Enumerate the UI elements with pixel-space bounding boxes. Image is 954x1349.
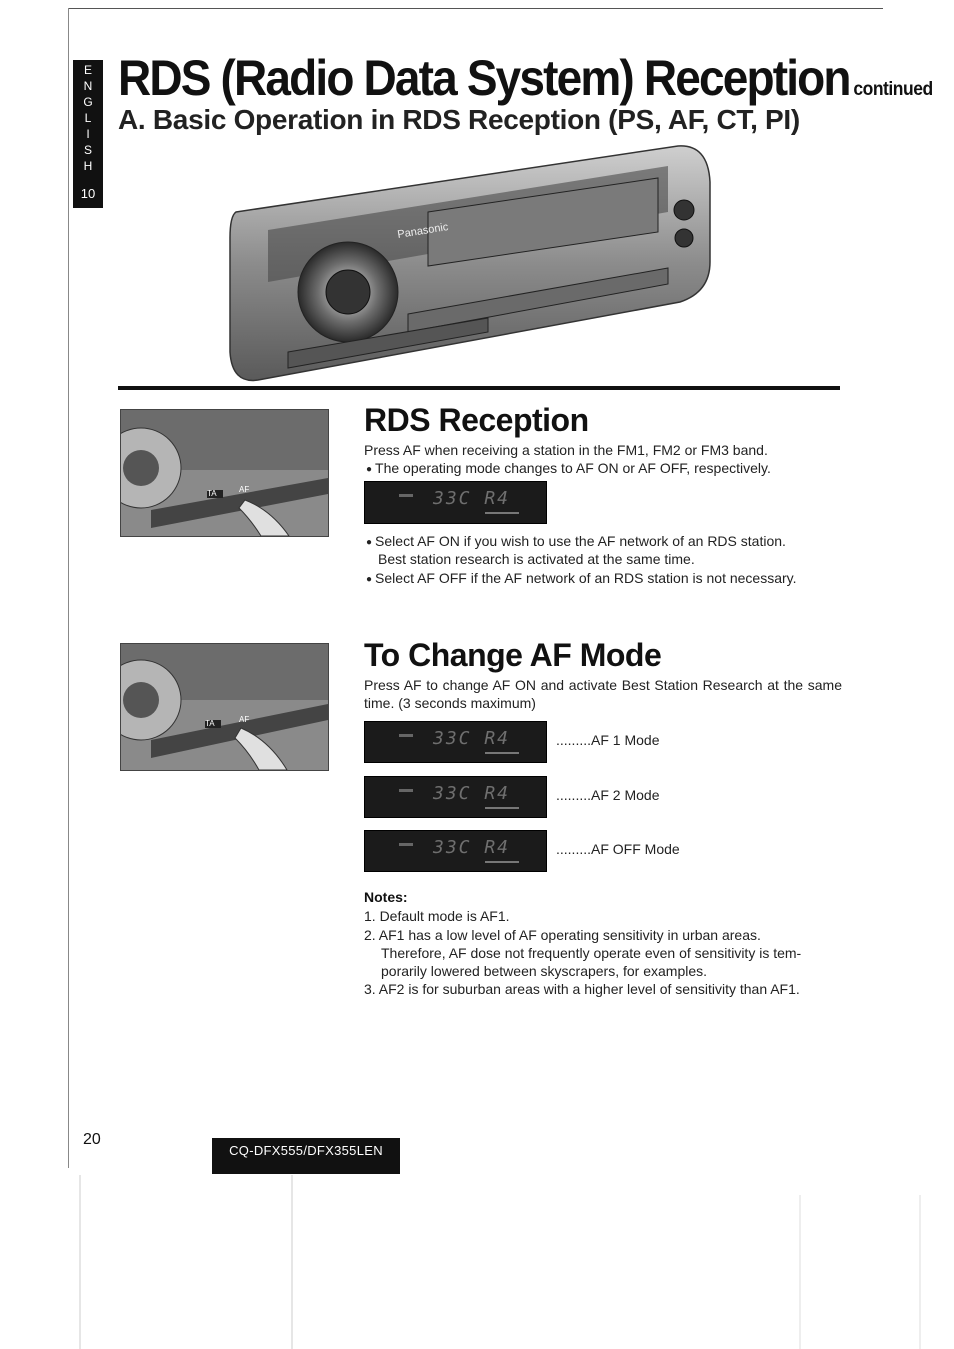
display-segments: 33C R4: [433, 837, 511, 858]
ta-button-label: TA: [207, 489, 217, 498]
page-top-rule: [68, 8, 883, 9]
af-button-label: AF: [239, 485, 250, 494]
af-off-display: [364, 830, 547, 872]
display-indicator: [399, 734, 413, 737]
car-stereo-illustration: [228, 142, 713, 384]
rds-reception-heading: RDS Reception: [364, 402, 589, 438]
continued-label: continued: [853, 79, 933, 100]
rds-bullet-af-on: ● Select AF ON if you wish to use the AF network of an RDS station.: [366, 532, 786, 553]
section-subtitle: A. Basic Operation in RDS Reception (PS, AF, CT, PI): [118, 104, 800, 135]
change-af-mode-heading: To Change AF Mode: [364, 637, 662, 673]
press-af-photo-1: [120, 409, 329, 537]
af1-mode-label: .........AF 1 Mode: [556, 732, 660, 748]
display-indicator: [399, 494, 413, 497]
af2-mode-label: .........AF 2 Mode: [556, 787, 660, 803]
brand-label: Panasonic: [396, 221, 450, 241]
language-letters: [73, 60, 103, 174]
change-af-intro: Press AF to change AF ON and activate Best Station Research at the same time. (3 seconds maximum): [364, 677, 842, 711]
display-indicator: [399, 843, 413, 846]
page-left-rule: [68, 8, 69, 1168]
af-button-label: AF: [239, 715, 250, 724]
language-letter: H: [83, 159, 93, 173]
language-letter: L: [84, 111, 92, 125]
press-af-illustration-2: [121, 644, 328, 770]
rds-bullet-af-off: ● Select AF OFF if the AF network of an RDS station is not necessary.: [366, 569, 797, 590]
notes-title: Notes:: [364, 889, 408, 905]
language-letter: E: [83, 63, 92, 77]
note-item: 1. Default mode is AF1.: [364, 908, 510, 924]
af2-display: [364, 776, 547, 818]
display-indicator: [399, 789, 413, 792]
af-display: [364, 481, 547, 524]
rds-bullet-mode-change: ● The operating mode changes to AF ON or AF OFF, respectively.: [366, 459, 771, 480]
press-af-illustration: [121, 410, 328, 536]
page-title-text: RDS (Radio Data System) Reception: [118, 50, 850, 106]
display-subindicator: [485, 861, 519, 863]
af-off-mode-label: .........AF OFF Mode: [556, 841, 680, 857]
display-subindicator: [485, 807, 519, 809]
display-segments: 33C R4: [433, 728, 511, 749]
display-segments: 33C R4: [433, 783, 511, 804]
note-item: 2. AF1 has a low level of AF operating sensitivity in urban areas.: [364, 927, 761, 943]
car-stereo-icon: [228, 142, 713, 384]
note-item: Therefore, AF dose not frequently operate even of sensitivity is tem-: [381, 945, 802, 961]
language-letter: N: [83, 79, 93, 93]
language-letter: I: [86, 127, 90, 141]
section-divider: [118, 386, 840, 390]
page-number: 20: [83, 1131, 101, 1148]
model-number-badge: CQ-DFX555/DFX355LEN: [212, 1138, 400, 1174]
display-subindicator: [485, 752, 519, 754]
rds-intro: Press AF when receiving a station in the FM1, FM2 or FM3 band.: [364, 442, 768, 458]
page-edge-lines: [60, 1165, 940, 1349]
note-item: porarily lowered between skyscrapers, for examples.: [381, 963, 708, 979]
language-letter: S: [83, 143, 92, 157]
language-tab: [73, 60, 103, 208]
note-item: 3. AF2 is for suburban areas with a higher level of sensitivity than AF1.: [364, 981, 800, 997]
display-subindicator: [485, 512, 519, 514]
ta-button-label: TA: [205, 719, 215, 728]
af1-display: [364, 721, 547, 763]
section-number: 10: [80, 186, 96, 201]
rds-bullet-af-on-cont: Best station research is activated at the same time.: [378, 551, 695, 567]
press-af-photo-2: [120, 643, 329, 771]
display-segments: 33C R4: [433, 488, 511, 509]
language-letter: G: [83, 95, 93, 109]
